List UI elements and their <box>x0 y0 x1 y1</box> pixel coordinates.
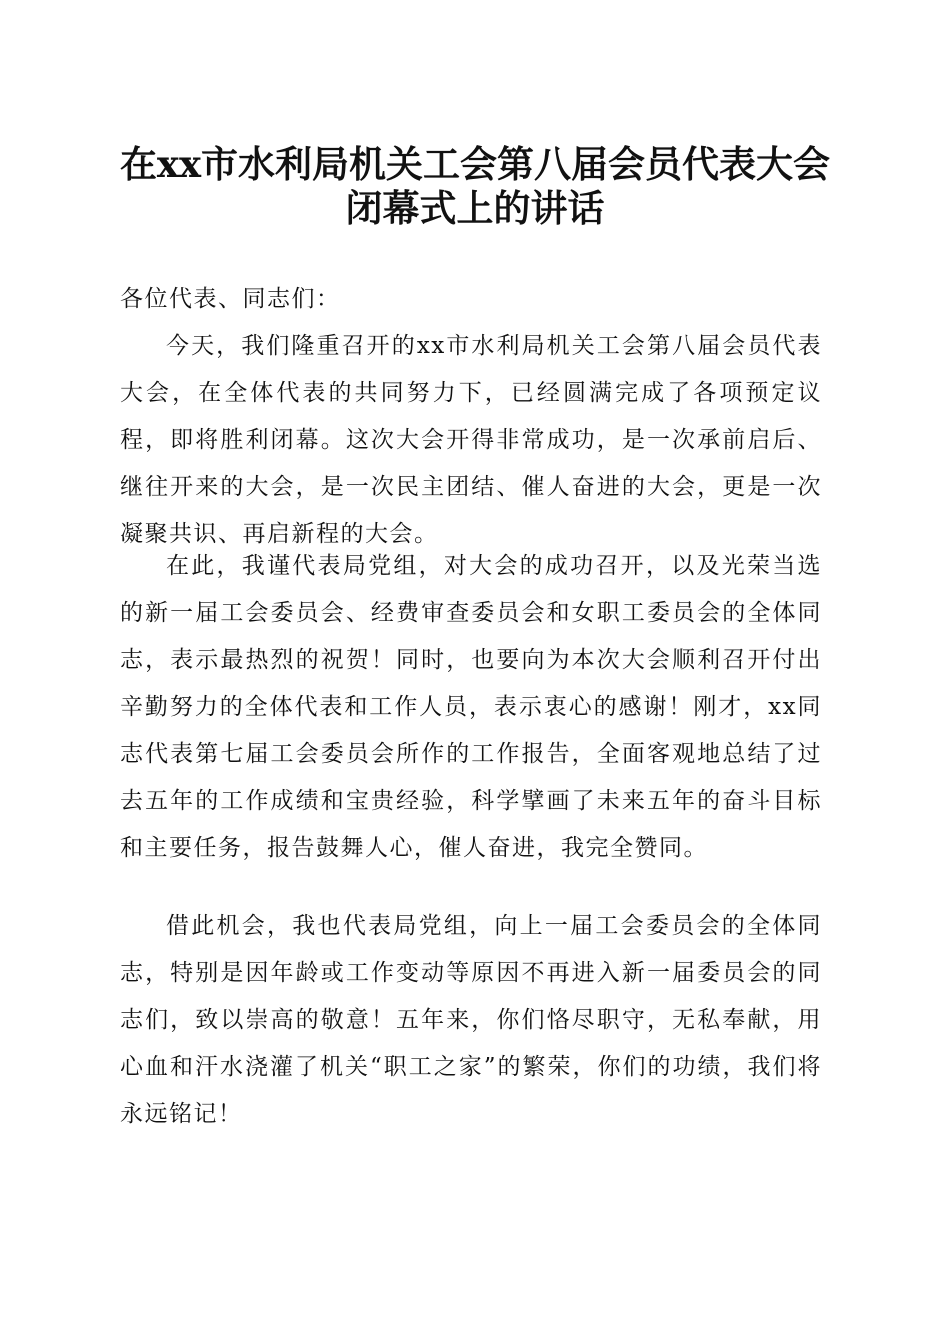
paragraph-text: 在此，我谨代表局党组，对大会的成功召开，以及光荣当选的新一届工会委员会、经费审查委员会和女职工委员会的全体同志，表示最热烈的祝贺！同时，也要向为本次大会顺利召开付出辛勤努力的全体代表和工作人员，表示衷心的感谢！刚才，xx同志代表第七届工会委员会所作的工作报告，全面客观地总结了过去五年的工作成绩和宝贵经验，科学擘画了未来五年的奋斗目标和主要任务，报告鼓舞人心，催人奋进，我完全赞同。 <box>120 553 822 861</box>
salutation: 各位代表、同志们： <box>120 286 341 312</box>
paragraph-2 <box>120 543 822 872</box>
paragraph-text: 今天，我们隆重召开的xx市水利局机关工会第八届会员代表大会，在全体代表的共同努力下，已经圆满完成了各项预定议程，即将胜利闭幕。这次大会开得非常成功，是一次承前启后、继往开来的大会，是一次民主团结、催人奋进的大会，更是一次凝聚共识、再启新程的大会。 <box>120 333 822 547</box>
paragraph-text: 借此机会，我也代表局党组，向上一届工会委员会的全体同志，特别是因年龄或工作变动等原因不再进入新一届委员会的同志们，致以崇高的敬意！五年来，你们恪尽职守，无私奉献，用心血和汗水浇灌了机关“职工之家”的繁荣，你们的功绩，我们将永远铭记！ <box>120 913 822 1127</box>
document-title-line-2: 闭幕式上的讲话 <box>345 186 605 230</box>
paragraph-1 <box>120 323 822 558</box>
paragraph-3 <box>120 903 822 1138</box>
document-title-line-1: 在xx市水利局机关工会第八届会员代表大会 <box>119 142 831 186</box>
